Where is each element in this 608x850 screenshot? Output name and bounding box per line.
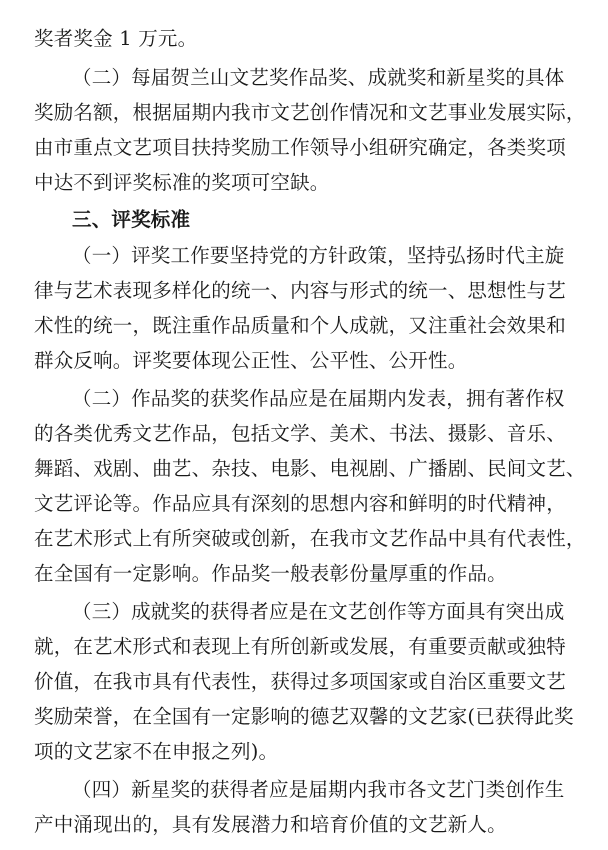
text-line: 在全国有一定影响。作品奖一般表彰份量厚重的作品。 bbox=[34, 562, 507, 585]
text-line: 就，在艺术形式和表现上有所创新或发展，有重要贡献或独特 bbox=[34, 635, 566, 658]
paragraph-3-1-line-1: （一）评奖工作要坚持党的方针政策，坚持弘扬时代主旋 bbox=[72, 244, 565, 267]
paragraph-3-2-line-1: （二）作品奖的获奖作品应是在届期内发表，拥有著作权 bbox=[72, 387, 565, 410]
text-line: 中达不到评奖标准的奖项可空缺。 bbox=[34, 171, 330, 194]
text-line: 奖者奖金 1 万元。 bbox=[34, 27, 198, 50]
paragraph-3-3-line-1: （三）成就奖的获得者应是在文艺创作等方面具有突出成 bbox=[72, 600, 565, 623]
text-line: 价值，在我市具有代表性，获得过多项国家或自治区重要文艺 bbox=[34, 670, 566, 693]
text-line: 产中涌现出的，具有发展潜力和培育价值的文艺新人。 bbox=[34, 813, 507, 836]
text-line: 舞蹈、戏剧、曲艺、杂技、电影、电视剧、广播剧、民间文艺、 bbox=[34, 457, 586, 480]
text-line: 在艺术形式上有所突破或创新，在我市文艺作品中具有代表性， bbox=[34, 527, 586, 550]
text-line: 术性的统一，既注重作品质量和个人成就，又注重社会效果和 bbox=[34, 314, 566, 337]
text-line: 项的文艺家不在申报之列)。 bbox=[34, 740, 279, 763]
section-heading: 三、评奖标准 bbox=[72, 208, 191, 231]
text-line: 奖励名额，根据届期内我市文艺创作情况和文艺事业发展实际， bbox=[34, 101, 586, 124]
text-line: 律与艺术表现多样化的统一、内容与形式的统一、思想性与艺 bbox=[34, 279, 566, 302]
paragraph-3-4-line-1: （四）新星奖的获得者应是届期内我市各文艺门类创作生 bbox=[72, 778, 565, 801]
text-line: 由市重点文艺项目扶持奖励工作领导小组研究确定，各类奖项 bbox=[34, 136, 566, 159]
text-line: 的各类优秀文艺作品，包括文学、美术、书法、摄影、音乐、 bbox=[34, 422, 566, 445]
text-line: 文艺评论等。作品应具有深刻的思想内容和鲜明的时代精神， bbox=[34, 492, 566, 515]
text-line: 群众反响。评奖要体现公正性、公平性、公开性。 bbox=[34, 349, 468, 372]
paragraph-2-line-1: （二）每届贺兰山文艺奖作品奖、成就奖和新星奖的具体 bbox=[72, 66, 565, 89]
text-line: 奖励荣誉，在全国有一定影响的德艺双馨的文艺家(已获得此奖 bbox=[34, 705, 574, 728]
